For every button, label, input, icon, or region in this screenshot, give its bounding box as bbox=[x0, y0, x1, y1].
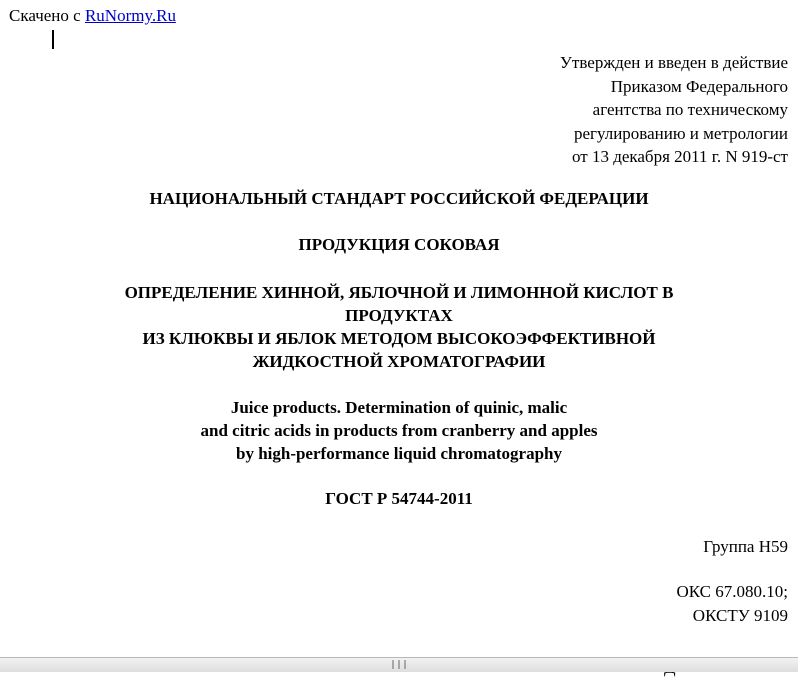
standard-title: НАЦИОНАЛЬНЫЙ СТАНДАРТ РОССИЙСКОЙ ФЕДЕРАЦИИ bbox=[149, 189, 649, 208]
method-title-line: ПРОДУКТАХ bbox=[345, 306, 453, 325]
english-title-line: Juice products. Determination of quinic, malic bbox=[230, 398, 568, 417]
method-title-line: ОПРЕДЕЛЕНИЕ ХИННОЙ, ЯБЛОЧНОЙ И ЛИМОННОЙ КИСЛОТ В bbox=[124, 283, 674, 302]
product-title: ПРОДУКЦИЯ СОКОВАЯ bbox=[298, 235, 500, 254]
english-title-line: and citric acids in products from cranberry and apples bbox=[200, 421, 598, 440]
approval-line: регулированию и метрологии bbox=[573, 123, 788, 143]
english-title bbox=[0, 396, 798, 465]
approval-line: агентства по техническому bbox=[592, 100, 788, 119]
scrollbar-grip-icon[interactable] bbox=[393, 660, 406, 669]
approval-line: Утвержден и введен в действие bbox=[559, 53, 788, 72]
runormy-link[interactable]: RuNormy.Ru bbox=[84, 6, 176, 25]
text-cursor bbox=[52, 30, 54, 49]
horizontal-scrollbar[interactable] bbox=[0, 657, 798, 672]
group-code: Группа Н59 bbox=[703, 537, 788, 556]
okstu-code: ОКСТУ 9109 bbox=[692, 605, 788, 625]
gost-number: ГОСТ Р 54744-2011 bbox=[325, 489, 473, 508]
english-title-line: by high-performance liquid chromatography bbox=[235, 444, 562, 463]
approval-block bbox=[388, 51, 788, 169]
approval-line: Приказом Федерального bbox=[610, 76, 788, 96]
classification-codes bbox=[676, 580, 788, 627]
method-title-line: ЖИДКОСТНОЙ ХРОМАТОГРАФИИ bbox=[252, 352, 546, 371]
source-note bbox=[9, 6, 176, 26]
source-prefix: Скачено с bbox=[9, 6, 85, 25]
method-title bbox=[0, 281, 798, 373]
method-title-line: ИЗ КЛЮКВЫ И ЯБЛОК МЕТОДОМ ВЫСОКОЭФФЕКТИВНОЙ bbox=[142, 329, 656, 348]
approval-line: от 13 декабря 2011 г. N 919-ст bbox=[571, 147, 788, 166]
oks-code: ОКС 67.080.10; bbox=[676, 582, 788, 601]
